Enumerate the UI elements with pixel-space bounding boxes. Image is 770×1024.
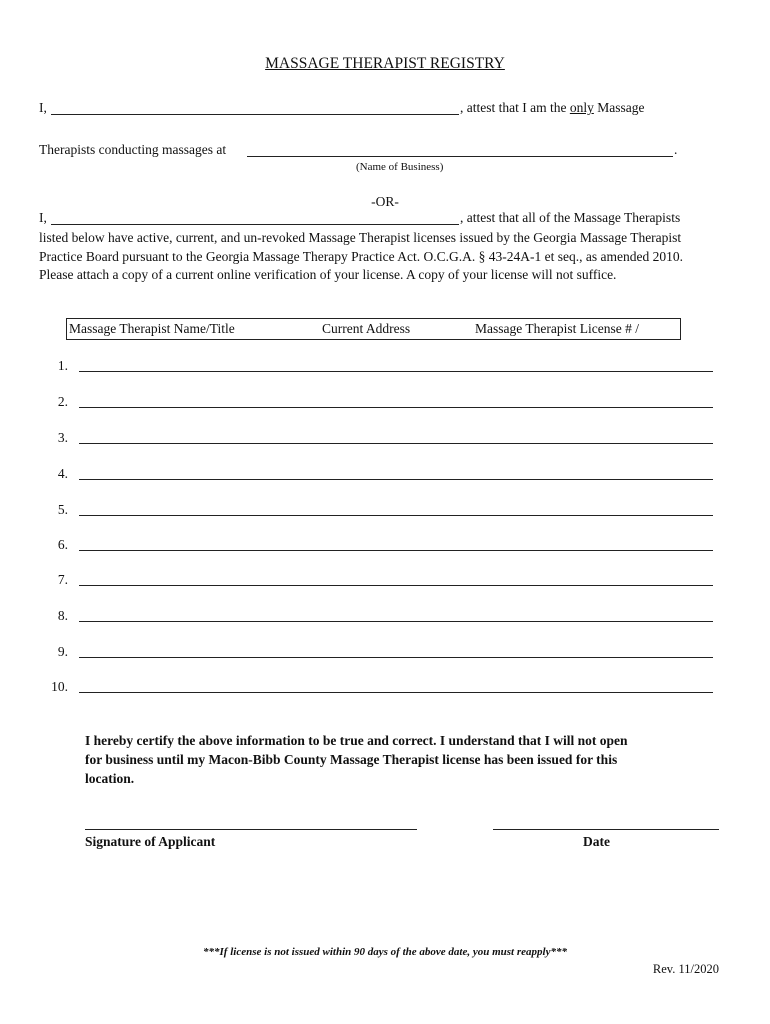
option1-business-label: Therapists conducting massages at: [39, 142, 227, 157]
business-name-caption: (Name of Business): [356, 161, 444, 173]
entry-line[interactable]: [79, 550, 713, 551]
signature-label: Signature of Applicant: [85, 834, 216, 849]
header-name-title: Massage Therapist Name/Title: [69, 321, 235, 336]
date-field[interactable]: [493, 829, 719, 830]
entry-line[interactable]: [79, 479, 713, 480]
attestor-name-field-1[interactable]: [51, 114, 459, 115]
option1-prefix: I,: [39, 100, 47, 115]
entry-line[interactable]: [79, 407, 713, 408]
option1-period: .: [674, 142, 678, 157]
list-item: 7.: [0, 572, 770, 590]
signature-field[interactable]: [85, 829, 417, 830]
list-item: 6.: [0, 537, 770, 555]
option1-attest-text: , attest that I am the only Massage: [460, 100, 645, 115]
list-item: 9.: [0, 644, 770, 662]
option2-attest-text: , attest that all of the Massage Therapists: [460, 210, 681, 225]
entry-line[interactable]: [79, 443, 713, 444]
entry-line[interactable]: [79, 371, 713, 372]
entry-line[interactable]: [79, 515, 713, 516]
list-item: 10.: [0, 679, 770, 697]
list-item: 5.: [0, 502, 770, 520]
attestor-name-field-2[interactable]: [51, 224, 459, 225]
option2-prefix: I,: [39, 210, 47, 225]
list-item: 8.: [0, 608, 770, 626]
entry-line[interactable]: [79, 657, 713, 658]
entry-line[interactable]: [79, 692, 713, 693]
header-license: Massage Therapist License # /: [475, 321, 639, 336]
list-item: 1.: [0, 358, 770, 376]
table-header: [66, 318, 681, 340]
list-item: 3.: [0, 430, 770, 448]
license-paragraph: listed below have active, current, and un-revoked Massage Therapist licenses issued by the Georgia Massage Therapist Practice Board pursuant to the Georgia Massage Therapy Practice Act. O.C.G.A. § 43-24A-1 et seq., as amended 2010. Please attach a copy of a current online verification of your license. A copy of your license will not suffice.: [39, 230, 683, 282]
reapply-note: ***If license is not issued within 90 days of the above date, you must reapply***: [203, 946, 567, 958]
entry-line[interactable]: [79, 621, 713, 622]
list-item: 2.: [0, 394, 770, 412]
business-name-field[interactable]: [247, 156, 673, 157]
date-label: Date: [583, 834, 610, 849]
list-item: 4.: [0, 466, 770, 484]
or-divider: -OR-: [371, 194, 399, 209]
revision-label: Rev. 11/2020: [652, 962, 719, 976]
form-title: MASSAGE THERAPIST REGISTRY: [265, 55, 505, 72]
header-address: Current Address: [322, 321, 411, 336]
certification-statement: I hereby certify the above information to be true and correct. I understand that I will not open for business until my Macon-Bibb County Massage Therapist license has been issued for this location.: [85, 733, 628, 786]
entry-line[interactable]: [79, 585, 713, 586]
